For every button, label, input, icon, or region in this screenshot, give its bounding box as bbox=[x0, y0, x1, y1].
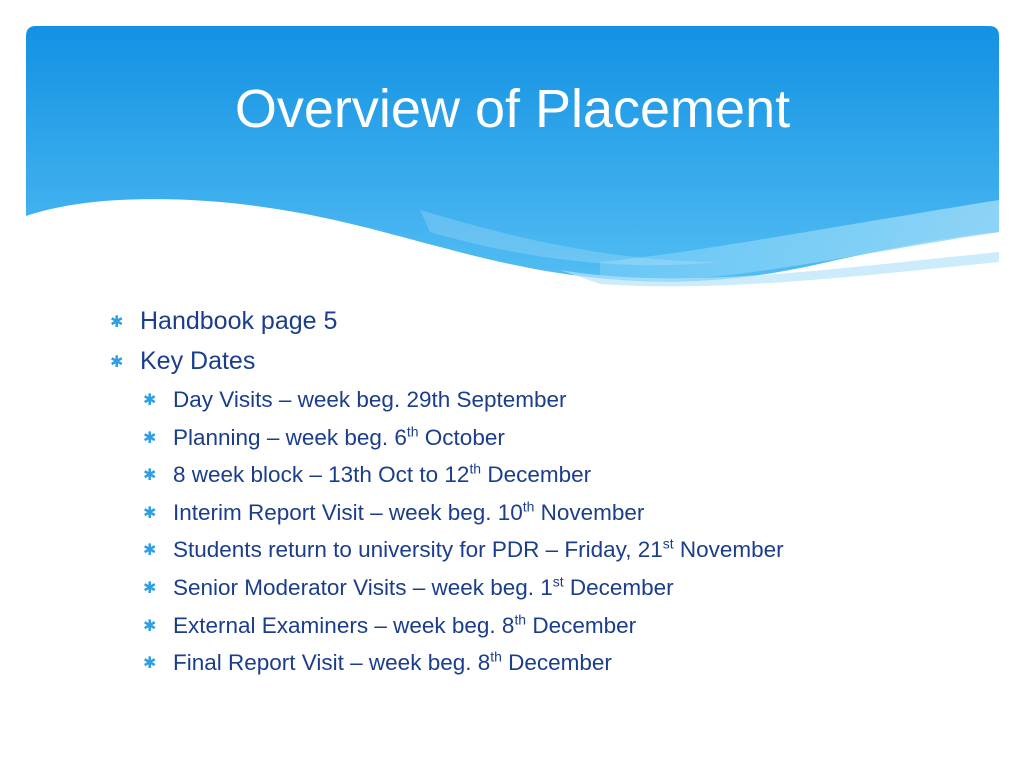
key-date-text: Planning – week beg. 6 bbox=[173, 424, 407, 450]
key-date-item bbox=[143, 381, 990, 419]
key-date-item bbox=[143, 419, 990, 457]
asterisk-icon: ✱ bbox=[143, 502, 157, 522]
asterisk-icon: ✱ bbox=[143, 577, 157, 597]
key-date-text: 8 week block – 13th Oct to 12 bbox=[173, 462, 470, 488]
asterisk-icon: ✱ bbox=[110, 352, 124, 371]
bullet-item bbox=[110, 341, 990, 682]
key-date-text: Day Visits – week beg. 29th September bbox=[173, 387, 567, 412]
bullet-item-text: Key Dates bbox=[140, 347, 256, 375]
bullet-item-text: Handbook page 5 bbox=[140, 307, 338, 335]
key-date-item bbox=[143, 494, 990, 532]
key-dates-list bbox=[143, 381, 990, 682]
bullet-list bbox=[110, 301, 990, 682]
ordinal-suffix: th bbox=[514, 611, 527, 628]
key-date-text: October bbox=[418, 424, 505, 450]
ordinal-suffix: th bbox=[522, 498, 535, 515]
ordinal-suffix: th bbox=[469, 460, 482, 477]
asterisk-icon: ✱ bbox=[143, 540, 157, 560]
ordinal-suffix: th bbox=[490, 648, 502, 665]
key-date-text: November bbox=[534, 499, 645, 525]
bullet-list-content bbox=[110, 301, 990, 682]
key-date-item bbox=[143, 607, 990, 645]
header-wave-banner bbox=[0, 0, 1024, 300]
key-date-item bbox=[143, 456, 990, 494]
ordinal-suffix: st bbox=[662, 535, 674, 552]
key-date-text: External Examiners – week beg. 8 bbox=[173, 612, 515, 638]
asterisk-icon: ✱ bbox=[143, 390, 157, 409]
key-date-text: December bbox=[563, 574, 674, 600]
key-date-text: December bbox=[481, 462, 592, 488]
asterisk-icon: ✱ bbox=[110, 312, 124, 331]
key-date-text: December bbox=[526, 612, 637, 638]
key-date-item bbox=[143, 531, 990, 569]
key-date-item bbox=[143, 644, 990, 682]
slide-title: Overview of Placement bbox=[234, 79, 791, 139]
key-date-text: Interim Report Visit – week beg. 10 bbox=[173, 499, 523, 525]
ordinal-suffix: th bbox=[406, 423, 419, 440]
key-date-text: December bbox=[501, 650, 612, 676]
bullet-item bbox=[110, 301, 990, 341]
asterisk-icon: ✱ bbox=[143, 653, 157, 673]
asterisk-icon: ✱ bbox=[143, 465, 157, 485]
ordinal-suffix: st bbox=[552, 573, 564, 590]
key-date-text: Final Report Visit – week beg. 8 bbox=[173, 650, 491, 676]
asterisk-icon: ✱ bbox=[143, 427, 157, 447]
key-date-text: November bbox=[673, 537, 784, 563]
asterisk-icon: ✱ bbox=[143, 615, 157, 635]
key-date-item bbox=[143, 569, 990, 607]
key-date-text: Students return to university for PDR – Friday, 21 bbox=[173, 537, 663, 563]
key-date-text: Senior Moderator Visits – week beg. 1 bbox=[173, 574, 553, 600]
